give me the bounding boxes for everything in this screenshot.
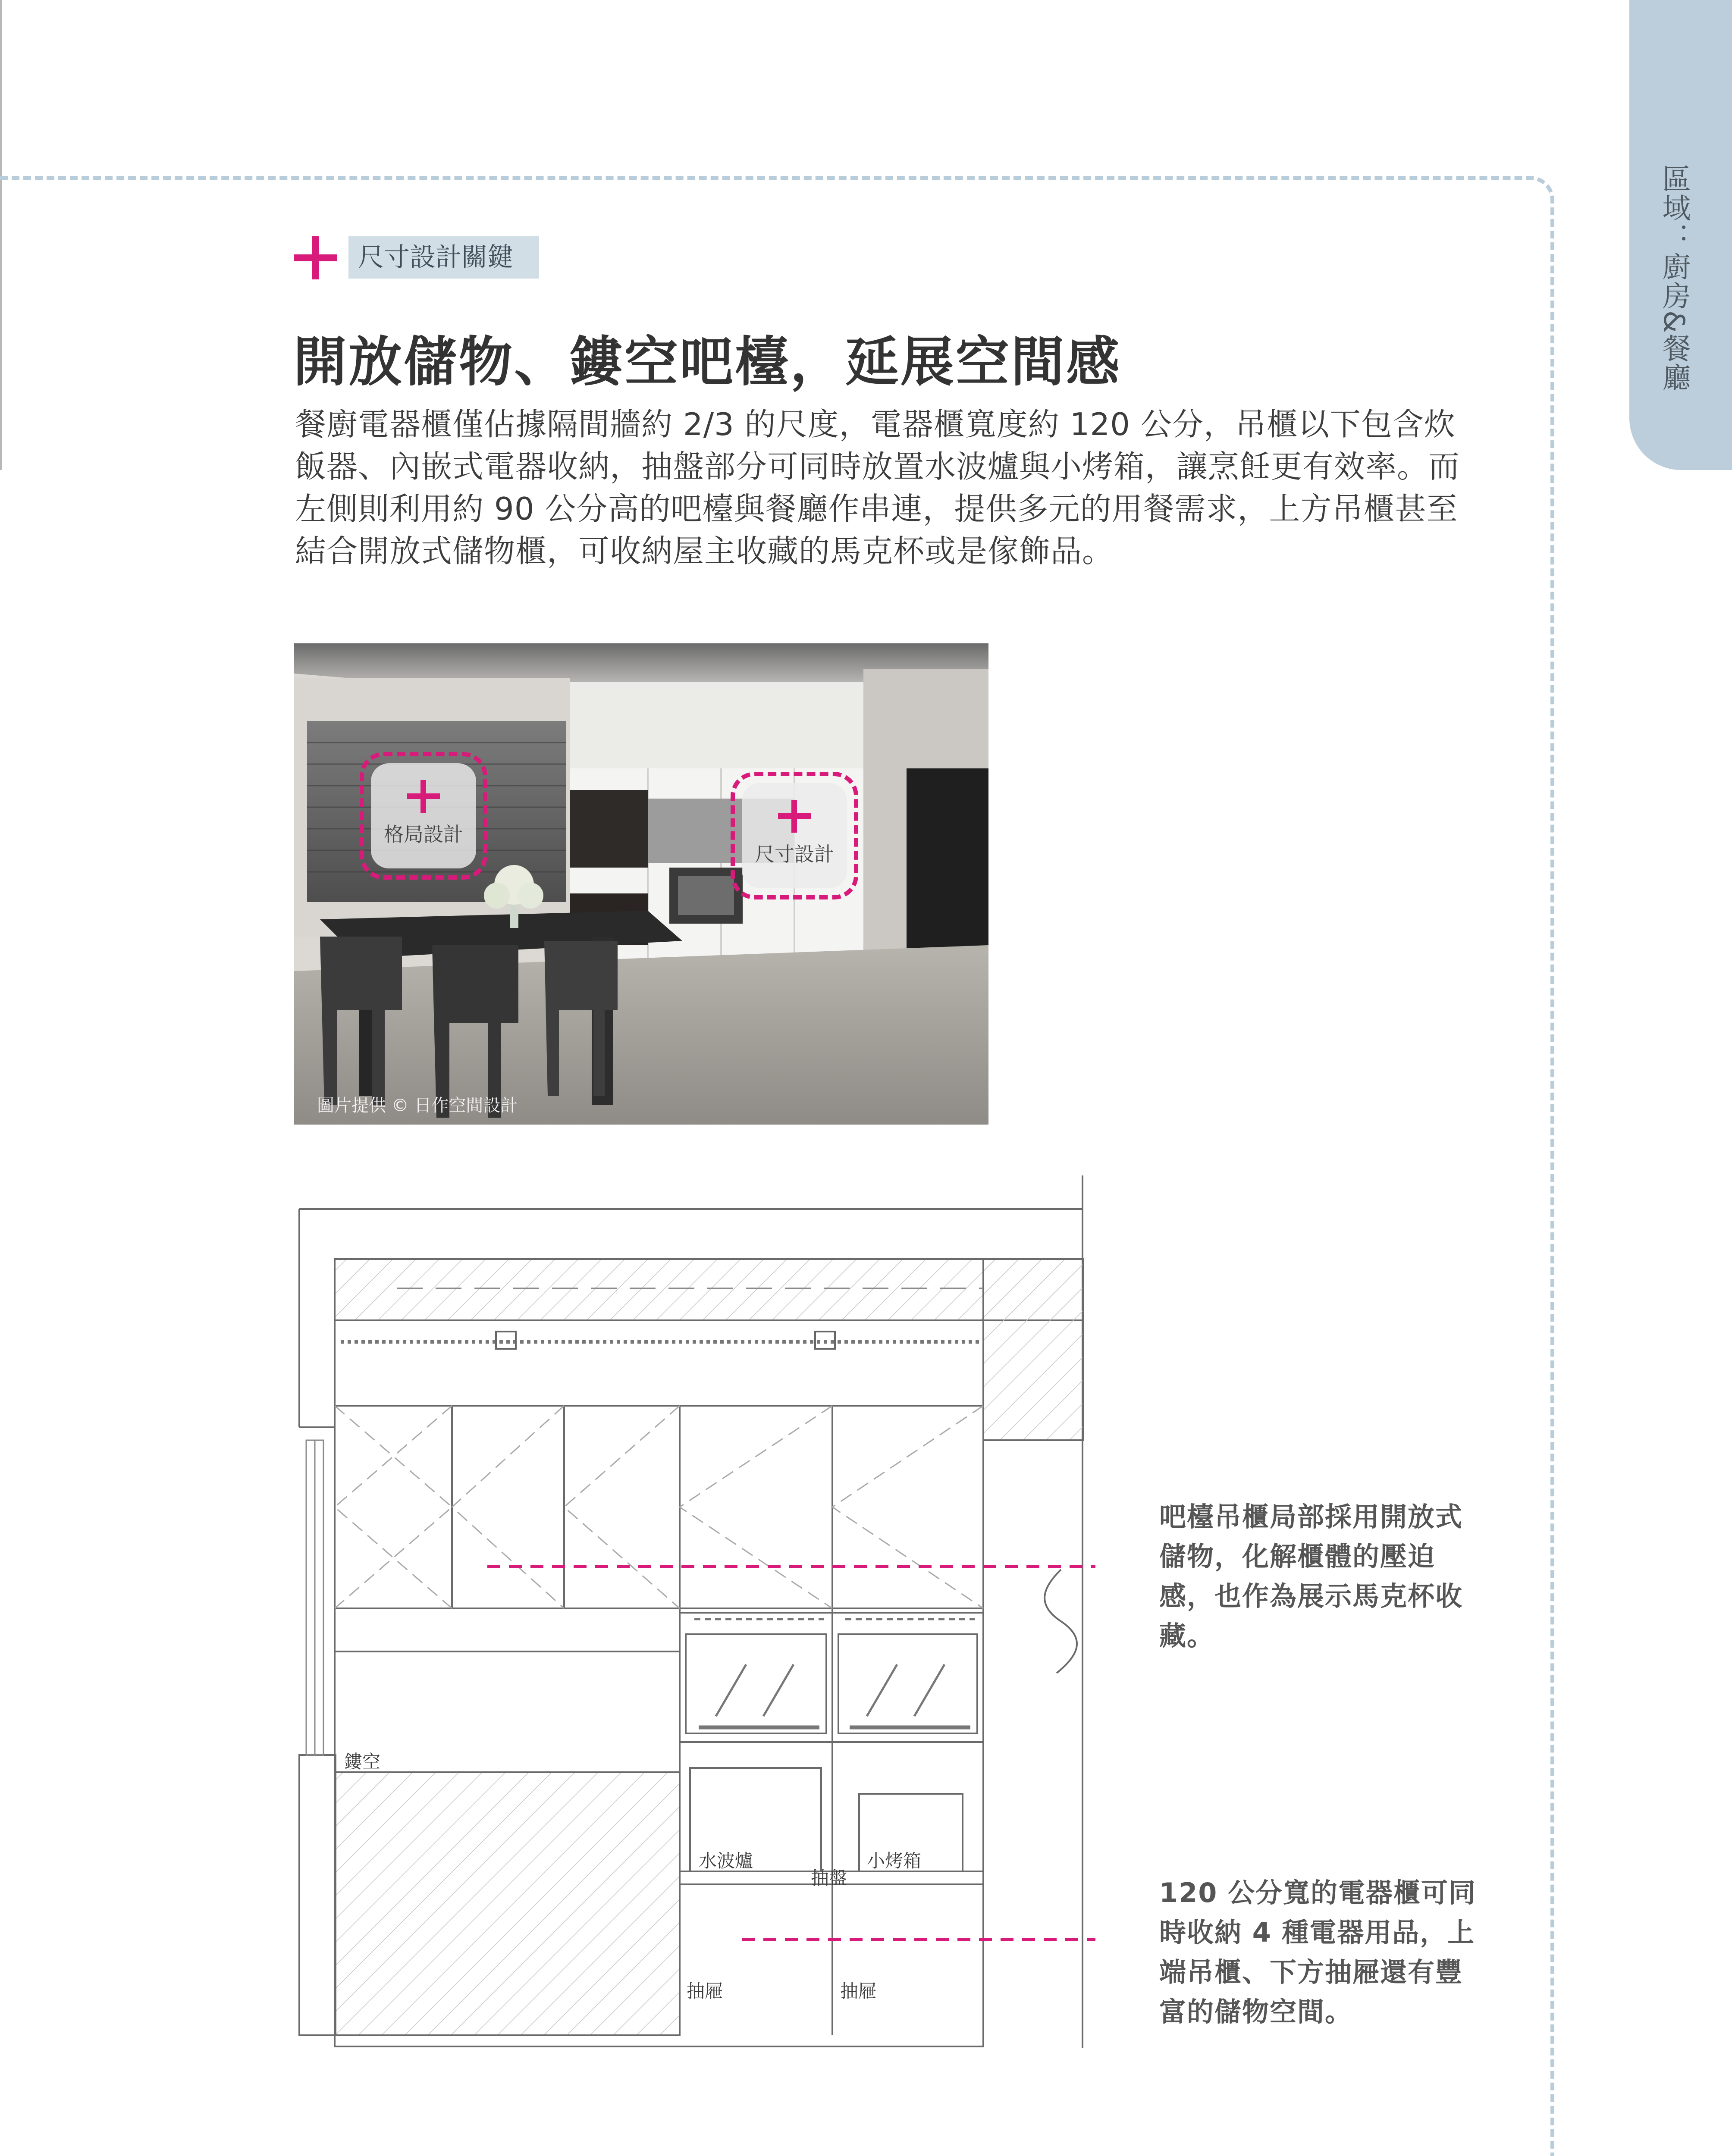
label-drawer-left: 抽屜 [687, 1981, 723, 2002]
body-paragraph: 餐廚電器櫃僅佔據隔間牆約 2/3 的尺度，電器櫃寬度約 120 公分，吊櫃以下包含炊飯器、內嵌式電器收納，抽盤部分可同時放置水波爐與小烤箱，讓烹飪更有效率。而左側則利用約 90 公分高的吧檯與餐廳作串連，提供多元的用餐需求，上方吊櫃甚至結合開放式儲物櫃，可收納屋主收藏的馬克杯或是傢飾品。 [295, 406, 1460, 569]
plus-icon [778, 800, 811, 833]
section-tag: 尺寸設計關鍵 [348, 236, 539, 279]
hotspot-size-design[interactable] [731, 772, 858, 899]
label-water-oven: 水波爐 [699, 1850, 753, 1871]
plus-icon [407, 780, 440, 813]
callout-note-appliance-cabinet: 120 公分寬的電器櫃可同時收納 4 種電器用品，上端吊櫃、下方抽屜還有豐富的儲物空間。 [1159, 1877, 1477, 2028]
callout-note-open-storage: 吧檯吊櫃局部採用開放式儲物，化解櫃體的壓迫感，也作為展示馬克杯收藏。 [1159, 1501, 1463, 1651]
kitchen-photo [294, 643, 988, 1125]
label-toaster: 小烤箱 [867, 1850, 922, 1871]
cabinet-elevation-drawing [293, 1173, 1095, 2053]
label-hollow: 鏤空 [344, 1751, 381, 1772]
photo-credit: 圖片提供 © 日作空間設計 [317, 1096, 518, 1116]
bar-counter [336, 1772, 680, 2035]
bulkhead [335, 1259, 1083, 1320]
hotspot-layout-design[interactable] [360, 752, 487, 880]
label-drawer-right: 抽屜 [840, 1981, 877, 2002]
chapter-tab-label: 區域：廚房&餐廳 [1657, 164, 1691, 392]
kitchen-photo-illustration [294, 643, 988, 1125]
label-tray: 抽盤 [811, 1868, 847, 1889]
plus-icon [294, 236, 337, 279]
page-title: 開放儲物、鏤空吧檯，延展空間感 [293, 331, 1122, 393]
hotspot-label: 尺寸設計 [755, 843, 834, 866]
hotspot-label: 格局設計 [384, 823, 463, 846]
